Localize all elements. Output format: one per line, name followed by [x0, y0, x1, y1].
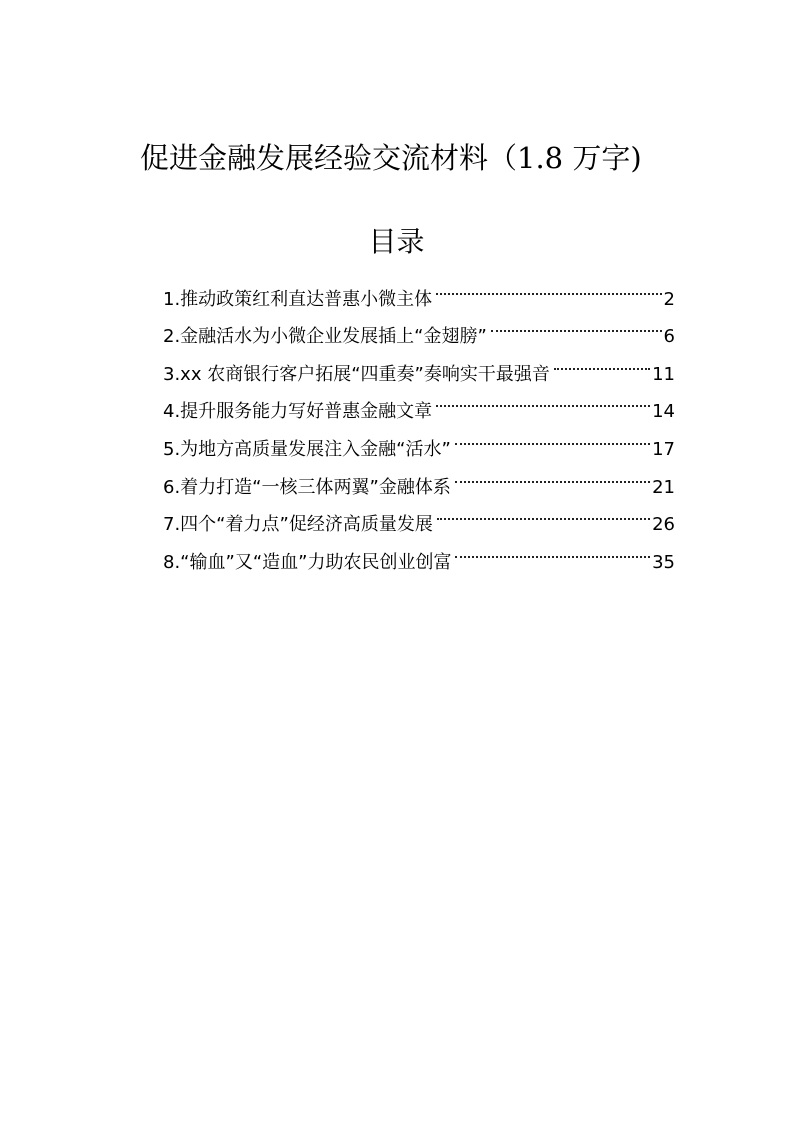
toc-entry-title: 1.推动政策红利直达普惠小微主体 — [163, 288, 433, 310]
toc-entry-title: 8.“输血”又“造血”力助农民创业创富 — [163, 551, 452, 573]
table-of-contents — [163, 267, 675, 573]
toc-page-number: 11 — [652, 363, 675, 385]
toc-entry-title: 3.xx 农商银行客户拓展“四重奏”奏响实干最强音 — [163, 363, 550, 385]
toc-page-number: 14 — [652, 401, 675, 423]
toc-leader-dots — [491, 305, 662, 343]
toc-page-number: 26 — [652, 514, 675, 536]
toc-leader-dots — [436, 380, 650, 418]
toc-page-number: 21 — [652, 476, 675, 498]
toc-entry-title: 7.四个“着力点”促经济高质量发展 — [163, 514, 433, 536]
toc-page-number: 6 — [663, 326, 675, 348]
toc-page-number: 35 — [652, 551, 675, 573]
toc-page-number: 2 — [663, 288, 675, 310]
toc-leader-dots — [455, 417, 650, 455]
toc-page-number: 17 — [652, 438, 675, 460]
toc-leader-dots — [554, 342, 650, 380]
toc-leader-dots — [455, 530, 650, 568]
toc-entry-1[interactable] — [163, 267, 675, 310]
toc-entry-title: 5.为地方高质量发展注入金融“活水” — [163, 438, 451, 460]
toc-leader-dots — [455, 455, 650, 493]
toc-entry-title: 6.着力打造“一核三体两翼”金融体系 — [163, 476, 451, 498]
toc-entry-title: 4.提升服务能力写好普惠金融文章 — [163, 401, 433, 423]
toc-leader-dots — [436, 267, 661, 305]
document-title: 促进金融发展经验交流材料（1.8 万字) — [140, 141, 642, 175]
toc-leader-dots — [437, 493, 650, 531]
toc-heading: 目录 — [368, 225, 425, 258]
toc-entry-title: 2.金融活水为小微企业发展插上“金翅膀” — [163, 326, 487, 348]
